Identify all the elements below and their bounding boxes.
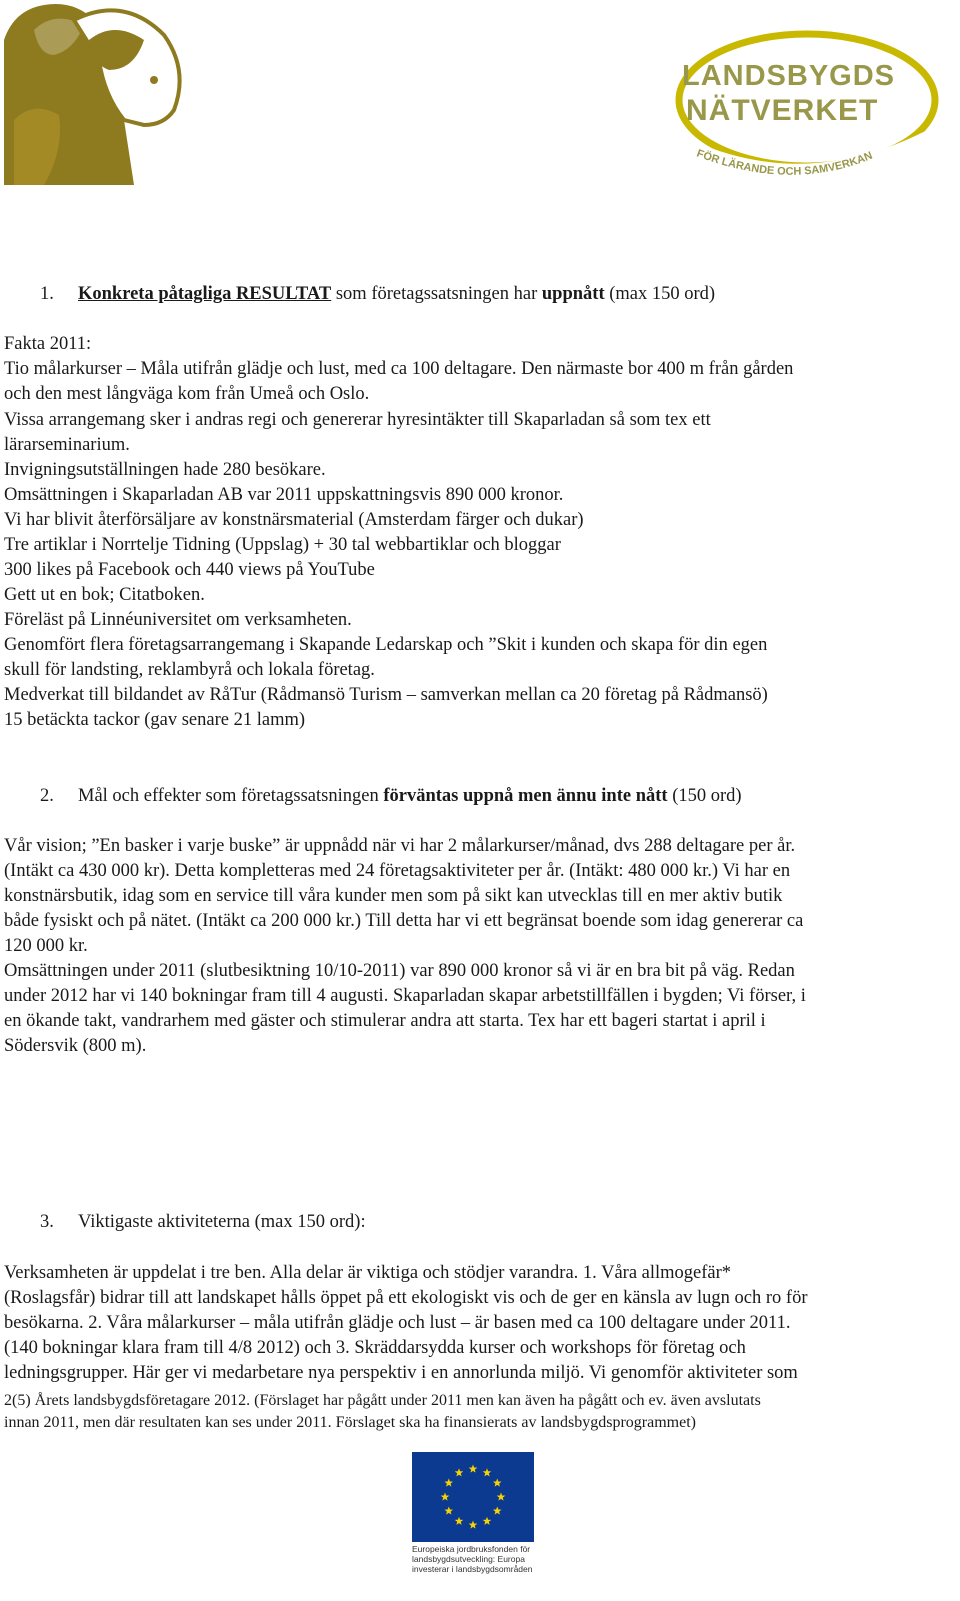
text-line: Medverkat till bildandet av RåTur (Rådmansö Turism – samverkan mellan ca 20 företag på Rådmansö) bbox=[4, 685, 768, 705]
logo-tagline bbox=[672, 18, 952, 188]
section-2-heading: Mål och effekter som företagssatsningen förväntas uppnå men ännu inte nått (150 ord) bbox=[78, 786, 742, 806]
text-line: Vår vision; ”En basker i varje buske” är uppnådd när vi har 2 målarkurser/månad, dvs 288 deltagare per år. bbox=[4, 836, 796, 856]
text-line: ledningsgrupper. Här ger vi medarbetare nya perspektiv i en annorlunda miljö. Vi genomför aktiviteter som bbox=[4, 1363, 798, 1383]
text-line: och den mest långväga kom från Umeå och Oslo. bbox=[4, 384, 370, 404]
text-line: under 2012 har vi 140 bokningar fram till 4 augusti. Skaparladan skapar arbetstillfällen i bygden; Vi förser, i bbox=[4, 986, 806, 1006]
eu-star-icon bbox=[483, 1517, 492, 1525]
section-3-number: 3. bbox=[40, 1212, 54, 1232]
eu-star-icon bbox=[469, 1465, 478, 1473]
text-line: 300 likes på Facebook och 440 views på YouTube bbox=[4, 560, 375, 580]
svg-text:FÖR LÄRANDE OCH SAMVERKAN: FÖR LÄRANDE OCH SAMVERKAN bbox=[695, 147, 875, 178]
eu-star-icon bbox=[497, 1493, 506, 1501]
section-1-number: 1. bbox=[40, 284, 54, 304]
section-1-heading: Konkreta påtagliga RESULTAT som företagssatsningen har uppnått (max 150 ord) bbox=[78, 284, 716, 304]
text-line: 120 000 kr. bbox=[4, 936, 88, 956]
text-line: Vi har blivit återförsäljare av konstnärsmaterial (Amsterdam färger och dukar) bbox=[4, 510, 584, 530]
logo-brand-line2: NÄTVERKET bbox=[686, 94, 879, 127]
eu-star-icon bbox=[493, 1479, 502, 1487]
eu-caption: Europeiska jordbruksfonden för landsbygdsutveckling: Europa investerar i landsbygdsområden bbox=[412, 1544, 533, 1574]
landsbygdsnatverket-logo bbox=[672, 18, 952, 188]
eu-star-icon bbox=[493, 1507, 502, 1515]
text-line: (140 bokningar klara fram till 4/8 2012) och 3. Skräddarsydda kurser och workshops för företag och bbox=[4, 1338, 746, 1358]
text-line: Södersvik (800 m). bbox=[4, 1036, 147, 1056]
eu-star-icon bbox=[483, 1468, 492, 1476]
text-line: (Roslagsfår) bidrar till att landskapet hålls öppet på ett ekologiskt vis och de ger en känsla av lugn och ro för bbox=[4, 1288, 808, 1308]
logo-brand-line1: LANDSBYGDS bbox=[682, 60, 896, 92]
text-line: konstnärsbutik, idag som en service till våra kunder men som på sikt kan utvecklas till en mer aktiv butik bbox=[4, 886, 783, 906]
eu-star-icon bbox=[445, 1507, 454, 1515]
section-2-number: 2. bbox=[40, 786, 54, 806]
section-3-heading: Viktigaste aktiviteterna (max 150 ord): bbox=[78, 1212, 366, 1232]
text-line: (Intäkt ca 430 000 kr). Detta kompletteras med 24 företagsaktiviteter per år. (Intäkt: 480 000 kr.) Vi har en bbox=[4, 861, 791, 881]
ram-head-logo bbox=[4, 0, 184, 185]
eu-star-icon bbox=[469, 1521, 478, 1529]
text-line: Omsättningen i Skaparladan AB var 2011 uppskattningsvis 890 000 kronor. bbox=[4, 485, 564, 505]
text-line: 2(5) Årets landsbygdsföretagare 2012. (Förslaget har pågått under 2011 men kan även ha pågått och ev. även avslutats bbox=[4, 1392, 761, 1409]
eu-star-icon bbox=[441, 1493, 450, 1501]
eu-star-icon bbox=[455, 1517, 464, 1525]
text-line: lärarseminarium. bbox=[4, 435, 130, 455]
eu-star-icon bbox=[455, 1468, 464, 1476]
text-line: 15 betäckta tackor (gav senare 21 lamm) bbox=[4, 710, 306, 730]
text-line: skull för landsting, reklambyrå och lokala företag. bbox=[4, 660, 375, 680]
text-line: Tre artiklar i Norrtelje Tidning (Uppslag) + 30 tal webbartiklar och bloggar bbox=[4, 535, 561, 555]
text-line: innan 2011, men där resultaten kan ses under 2011. Förslaget ska ha finansierats av landsbygdsprogrammet) bbox=[4, 1414, 696, 1431]
text-line: Invigningsutställningen hade 280 besökare. bbox=[4, 460, 326, 480]
text-line: Tio målarkurser – Måla utifrån glädje och lust, med ca 100 deltagare. Den närmaste bor 400 m från gården bbox=[4, 359, 794, 379]
text-line: Verksamheten är uppdelat i tre ben. Alla delar är viktiga och stödjer varandra. 1. Våra allmogefär* bbox=[4, 1263, 732, 1283]
text-line: Genomfört flera företagsarrangemang i Skapande Ledarskap och ”Skit i kunden och skapa för din egen bbox=[4, 635, 768, 655]
text-line: Vissa arrangemang sker i andras regi och genererar hyresintäkter till Skaparladan så som tex ett bbox=[4, 410, 711, 430]
text-line: besökarna. 2. Våra målarkurser – måla utifrån glädje och lust – är basen med ca 100 deltagare under 2011. bbox=[4, 1313, 791, 1333]
text-line: Föreläst på Linnéuniversitet om verksamheten. bbox=[4, 610, 352, 630]
text-line: en ökande takt, vandrarhem med gäster och stimulerar andra att starta. Tex har ett bageri startat i april i bbox=[4, 1011, 766, 1031]
eu-flag-icon bbox=[412, 1452, 534, 1542]
eu-star-icon bbox=[445, 1479, 454, 1487]
text-line: Omsättningen under 2011 (slutbesiktning 10/10-2011) var 890 000 kronor så vi är en bra bit på väg. Redan bbox=[4, 961, 795, 981]
text-line: både fysiskt och på nätet. (Intäkt ca 200 000 kr.) Till detta har vi ett begränsat boende som idag genererar ca bbox=[4, 911, 804, 931]
text-line: Gett ut en bok; Citatboken. bbox=[4, 585, 205, 605]
text-line: Fakta 2011: bbox=[4, 334, 92, 354]
